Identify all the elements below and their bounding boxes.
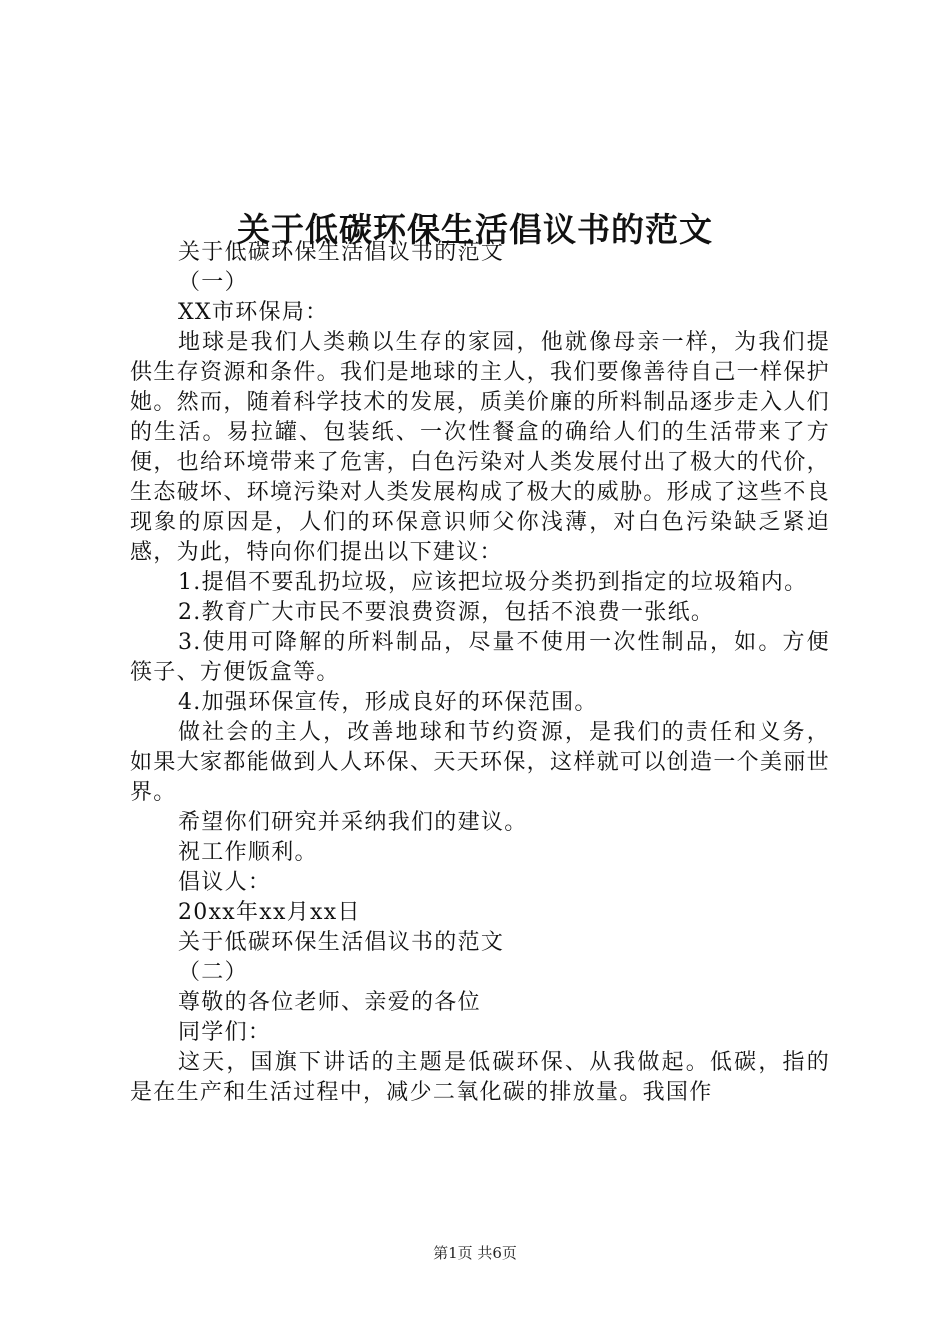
document-title: 关于低碳环保生活倡议书的范文: [237, 210, 713, 250]
paragraph: 关于低碳环保生活倡议书的范文: [178, 930, 505, 955]
paragraph: 这天，国旗下讲话的主题是低碳环保、从我做起。低碳，指的是在生产和生活过程中，减少二氧化碳的排放量。我国作: [130, 1050, 830, 1105]
paragraph: XX市环保局：: [178, 300, 329, 325]
document-body: [130, 238, 830, 1108]
paragraph: 3.使用可降解的所料制品，尽量不使用一次性制品，如。方便筷子、方便饭盒等。: [130, 630, 830, 685]
paragraph: （一）: [178, 270, 248, 295]
paragraph: 倡议人：: [178, 870, 272, 895]
paragraph: 地球是我们人类赖以生存的家园，他就像母亲一样，为我们提供生存资源和条件。我们是地球的主人，我们要像善待自己一样保护她。然而，随着科学技术的发展，质美价廉的所料制品逐步走入人们的生活。易拉罐、包装纸、一次性餐盒的确给人们的生活带来了方便，也给环境带来了危害，白色污染对人类发展付出了极大的代价，生态破坏、环境污染对人类发展构成了极大的威胁。形成了这些不良现象的原因是，人们的环保意识师父你浅薄，对白色污染缺乏紧迫感，为此，特向你们提出以下建议：: [130, 330, 830, 565]
paragraph: （二）: [178, 960, 248, 985]
page-number: 第1页 共6页: [433, 1244, 517, 1262]
paragraph: 希望你们研究并采纳我们的建议。: [178, 810, 528, 835]
paragraph: 做社会的主人，改善地球和节约资源，是我们的责任和义务，如果大家都能做到人人环保、天天环保，这样就可以创造一个美丽世界。: [130, 720, 830, 805]
paragraph: 2.教育广大市民不要浪费资源，包括不浪费一张纸。: [178, 600, 715, 625]
paragraph: 尊敬的各位老师、亲爱的各位: [178, 990, 481, 1015]
paragraph: 祝工作顺利。: [178, 840, 318, 865]
paragraph: 同学们：: [178, 1020, 272, 1045]
paragraph: 4.加强环保宣传，形成良好的环保范围。: [178, 690, 598, 715]
paragraph: 1.提倡不要乱扔垃圾，应该把垃圾分类扔到指定的垃圾箱内。: [178, 570, 808, 595]
paragraph: 20xx年xx月xx日: [178, 900, 361, 925]
paragraph: 关于低碳环保生活倡议书的范文: [178, 240, 505, 265]
